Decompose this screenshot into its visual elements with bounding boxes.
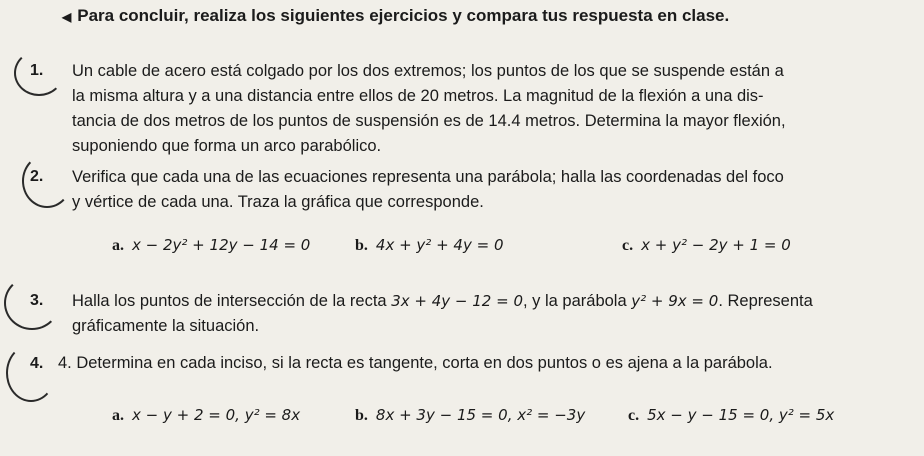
option-equation: 4x + y² + 4y = 0: [375, 236, 504, 254]
option-equation: x − 2y² + 12y − 14 = 0: [132, 236, 311, 254]
option-label: a.: [112, 407, 124, 424]
exercise-1-line: tancia de dos metros de los puntos de suspensión es de 14.4 metros. Determina la mayor flexión,: [72, 112, 786, 130]
option-equation: 8x + 3y − 15 = 0, x² = −3y: [375, 406, 586, 424]
line-equation: 3x + 4y − 12 = 0: [391, 292, 523, 310]
exercise-3-number: 3.: [30, 292, 44, 309]
title-text: Para concluir, realiza los siguientes ejercicios y compara tus respuesta en clase.: [77, 6, 730, 25]
exercise-1-line: suponiendo que forma un arco parabólico.: [72, 137, 382, 155]
option-equation: x + y² − 2y + 1 = 0: [641, 236, 791, 254]
exercise-2-line: y vértice de cada una. Traza la gráfica que corresponde.: [72, 193, 484, 211]
exercise-2-option-c: [622, 236, 791, 255]
exercise-2-option-b: [355, 236, 504, 255]
exercise-3-line: gráficamente la situación.: [72, 317, 260, 335]
option-equation: x − y + 2 = 0, y² = 8x: [132, 406, 301, 424]
exercise-4-option-a: [112, 406, 300, 425]
exercise-1-text: [72, 59, 786, 159]
exercise-1-line: la misma altura y a una distancia entre ellos de 20 metros. La magnitud de la flexión a una dis-: [72, 87, 764, 105]
exercise-2-option-a: [112, 236, 310, 255]
option-label: c.: [628, 407, 640, 424]
exercise-2-line: Verifica que cada una de las ecuaciones representa una parábola; halla las coordenadas del foco: [72, 168, 784, 186]
exercise-3-line: [72, 289, 813, 314]
parabola-equation: y² + 9x = 0: [631, 292, 719, 310]
option-equation: 5x − y − 15 = 0, y² = 5x: [647, 406, 835, 424]
exercise-2-number: 2.: [30, 168, 44, 185]
option-label: c.: [622, 237, 634, 254]
exercise-4-option-b: [355, 406, 585, 425]
answer-circle-4: [6, 344, 56, 402]
option-label: b.: [355, 237, 368, 254]
text-segment: Halla los puntos de intersección de la recta: [72, 292, 387, 310]
exercise-1-number: 1.: [30, 62, 44, 79]
exercise-2-text: [72, 165, 784, 215]
worksheet-title: [62, 6, 729, 26]
text-segment: . Representa: [718, 292, 813, 310]
text-segment: , y la parábola: [523, 292, 627, 310]
option-label: a.: [112, 237, 124, 254]
exercise-1-line: Un cable de acero está colgado por los dos extremos; los puntos de los que se suspende están a: [72, 62, 784, 80]
exercise-4-number: 4.: [30, 355, 44, 372]
exercise-4-text: 4. Determina en cada inciso, si la recta es tangente, corta en dos puntos o es ajena a la parábola.: [58, 354, 773, 372]
exercise-3-text: [72, 289, 813, 339]
option-label: b.: [355, 407, 368, 424]
triangle-bullet-icon: ◀: [62, 10, 72, 24]
exercise-4-option-c: [628, 406, 834, 425]
